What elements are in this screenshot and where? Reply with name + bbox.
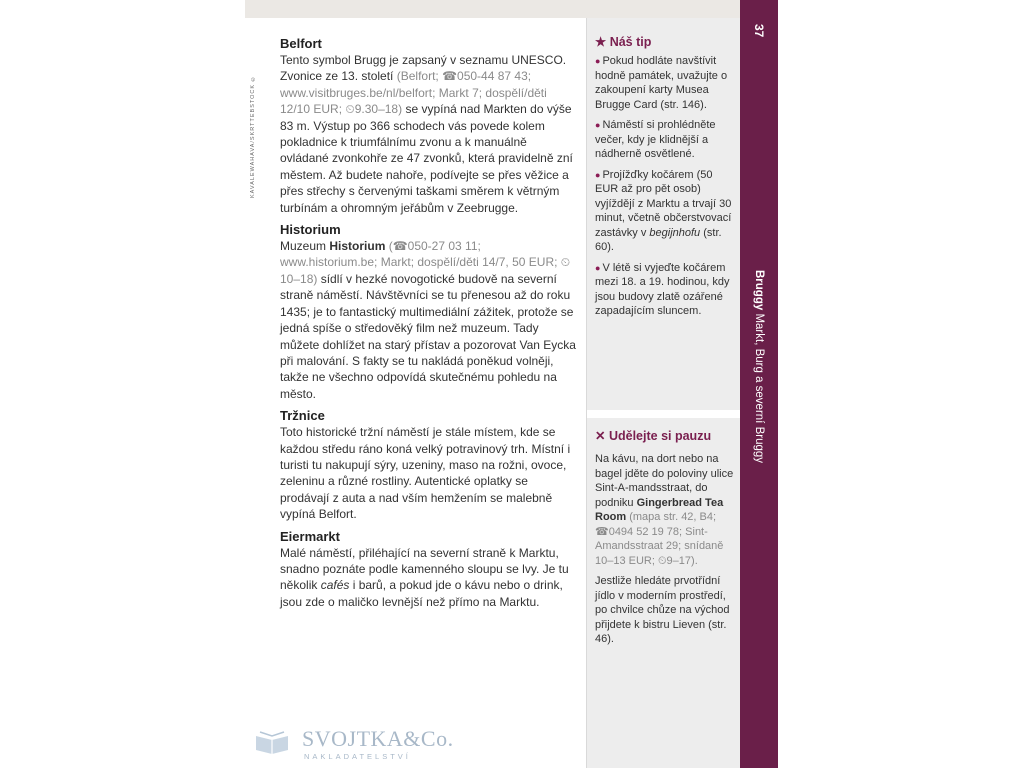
paragraph-historium: Muzeum Historium (☎050-27 03 11; www.historium.be; Markt; dospělí/děti 14/7, 50 EUR; ⏲10–18) sídlí v hezké novogotické budově na severní straně náměstí. Návštěvníci se tu přenesou až do roku 1435; je to fantastický multimediální zážitek, protože se jedná spíše o středověký film než muzeum. Tady můžete dohlížet na starý přístav a pozorovat Van Eycka při malování. S fakty se tu nakládá poněkud volněji, takže ne všechno odpovídá skutečnému pohledu na město. — [280, 239, 576, 401]
tip-item: ● Náměstí si prohlédněte večer, kdy je klidnější a nádherně osvětlené. — [595, 119, 716, 160]
pause-box — [595, 428, 735, 653]
page-number: 37 — [752, 24, 766, 38]
section-belfort — [280, 36, 576, 216]
cutlery-icon: ✕ — [595, 429, 606, 443]
logo-subtitle: NAKLADATELSTVÍ — [304, 752, 411, 761]
paragraph-trznice: Toto historické tržní náměstí je stále místem, kde se každou středu ráno koná velký potravinový trh. Místní i turisti tu nakupují sýry, uzeniny, maso na rožni, ovoce, zeleninu a různé rostliny. Autentické oplatky se prodávají z auta a nad vším hemžením se malebně vypíná Belfort. — [280, 425, 571, 522]
publisher-logo — [254, 726, 454, 762]
tip-item: ● V létě si vyjeďte kočárem mezi 18. a 19. hodinou, kdy jsou budovy zlatě ozářené zapadajícím sluncem. — [595, 261, 730, 317]
chapter-title: Bruggy Markt, Burg a severní Bruggy — [753, 270, 765, 464]
sidebar — [586, 18, 741, 768]
info-historium: (☎050-27 03 11; www.historium.be; Markt; dospělí/děti 14/7, 50 EUR; ⏲10–18) — [280, 239, 571, 286]
pause-paragraph-1: Na kávu, na dort nebo na bagel jděte do poloviny ulice Sint-A-mandsstraat, do podniku Gingerbread Tea Room (mapa str. 42, B4; ☎0494 52 19 78; Sint-Amandsstraat 29; snídaně 10–13 EUR; ⏲9–17). — [595, 453, 734, 567]
info-belfort: (Belfort; ☎050-44 87 43; www.visitbruges.be/nl/belfort; Markt 7; dospělí/děti 12/10 EUR; ⏲9.30–18) — [280, 69, 547, 117]
section-historium — [280, 222, 576, 402]
section-eiermarkt — [280, 529, 576, 611]
heading-belfort: Belfort — [280, 36, 322, 51]
tip-item: ● Projížďky kočárem (50 EUR až pro pět osob) vyjíždějí z Marktu a trvají 30 minut, včetně občerstvovací zastávky v begijnhofu (str. 60). — [595, 168, 732, 253]
logo-name: SVOJTKA&Co. — [302, 726, 454, 751]
heading-historium: Historium — [280, 222, 341, 238]
info-gingerbread: (mapa str. 42, B4; ☎0494 52 19 78; Sint-Amandsstraat 29; snídaně 10–13 EUR; ⏲9–17). — [595, 511, 724, 567]
tip-heading: ★ Náš tip — [595, 35, 652, 49]
tip-box — [595, 34, 737, 325]
paragraph-belfort: Tento symbol Brugg je zapsaný v seznamu UNESCO. Zvonice ze 13. století (Belfort; ☎050-44 87 43; www.visitbruges.be/nl/belfort; Markt 7; dospělí/děti 12/10 EUR; ⏲9.30–18) se vypíná nad Markten do výše 83 m. Výstup po 366 schodech vás povede kolem pokladnice k triumfálnímu zvonu a k manuálně ovládané zvonkohře ze 47 zvonků, která pravidelně zní městem. Až budete nahoře, podívejte se přes věžice a přes střechy s červenými taškami směrem k větrným turbínám a ohromným jeřábům v Zeebrugge. — [280, 53, 573, 215]
tip-item: ● Pokud hodláte navštívit hodně památek, uvažujte o zakoupení karty Musea Brugge Card (str. 146). — [595, 55, 728, 111]
tip-list — [595, 54, 737, 319]
main-column — [280, 36, 576, 616]
bullet-icon: ● — [595, 262, 601, 273]
bullet-icon: ● — [595, 169, 601, 180]
pause-paragraph-2: Jestliže hledáte prvotřídní jídlo v moderním prostředí, po chvilce chůze na východ přijdete k bistru Lieven (str. 46). — [595, 575, 730, 645]
bullet-icon: ● — [595, 120, 601, 130]
sidebar-divider — [587, 410, 741, 418]
star-icon: ★ — [595, 35, 607, 49]
top-band — [245, 0, 778, 18]
heading-trznice: Tržnice — [280, 408, 325, 424]
photo-credit: KAVALEWAHAVA/SKRTTEBSTOCK © — [250, 74, 256, 198]
section-trznice — [280, 408, 576, 522]
heading-eiermarkt: Eiermarkt — [280, 528, 340, 544]
chapter-band — [740, 0, 778, 768]
pause-heading: ✕ Udělejte si pauzu — [595, 429, 712, 443]
bullet-icon: ● — [595, 56, 601, 66]
paragraph-eiermarkt: Malé náměstí, přiléhající na severní straně k Marktu, snadno poznáte podle kamenného sloupu se lvy. Je tu několik cafés i barů, a pokud jde o kávu nebo o drink, jsou zde o maličko levnější než přímo na Marktu. — [280, 545, 569, 609]
book-icon — [254, 730, 290, 754]
